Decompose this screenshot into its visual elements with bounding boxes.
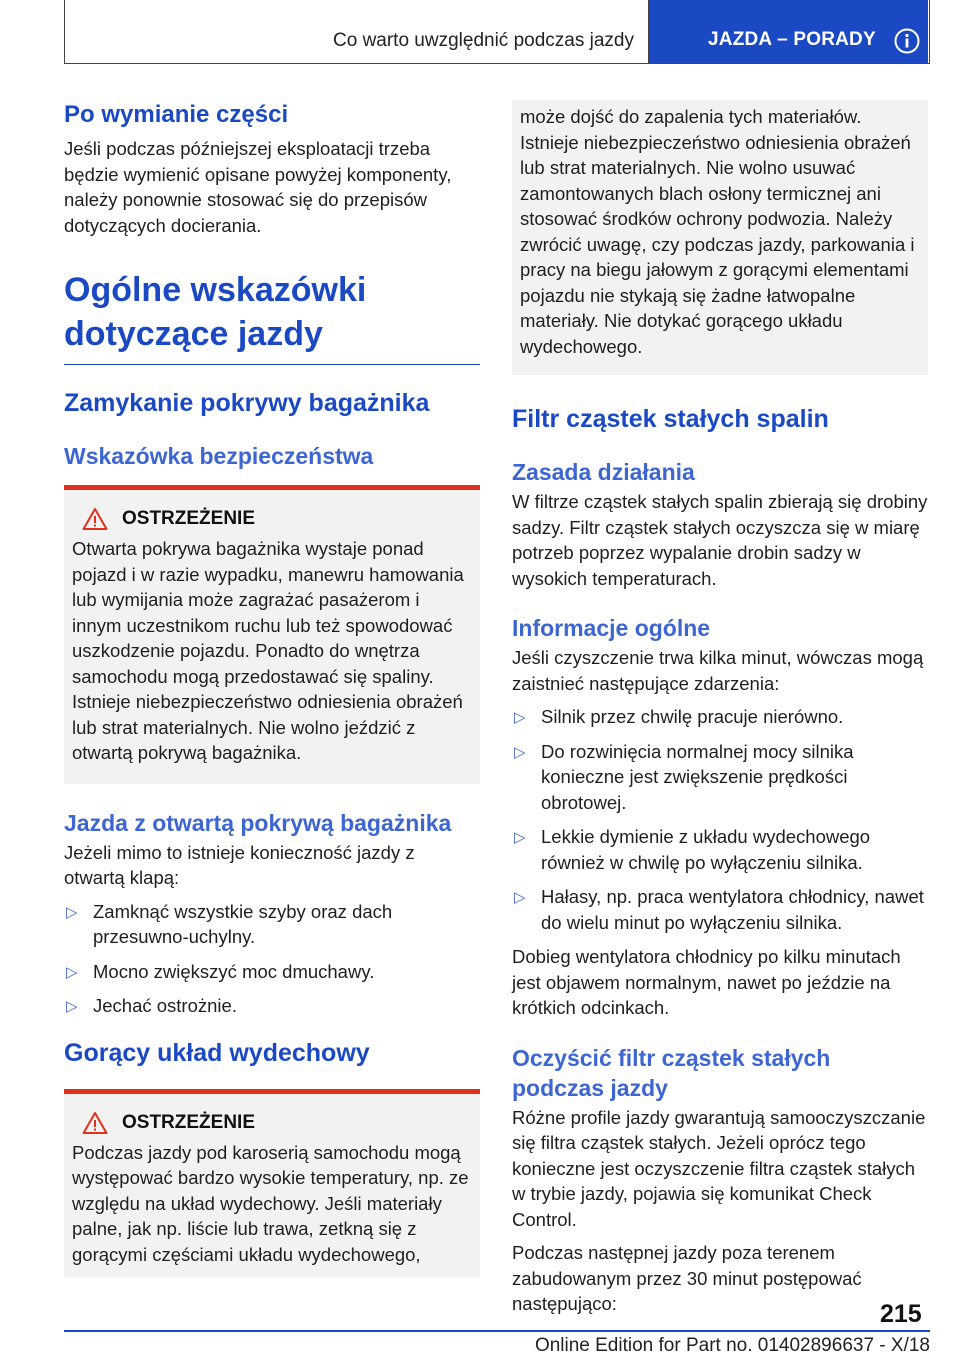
heading-trunk: Zamykanie pokrywy bagażnika xyxy=(64,389,430,417)
list-item: ▷ Hałasy, np. praca wentylatora chłodnicy, nawet do wielu minut po wyłączeniu silnika. xyxy=(514,886,924,933)
paragraph-open-trunk: Jeżeli mimo to istnieje konieczność jazdy z otwartą klapą: xyxy=(64,841,415,888)
paragraph-replace-parts: Jeśli podczas późniejszej eksploatacji trzeba będzie wymienić opisane powyżej komponenty, należy ponownie stosować się do przepisów dotyczących docierania. xyxy=(64,138,452,236)
page-number: 215 xyxy=(880,1300,922,1328)
paragraph-clean-1: Różne profile jazdy gwarantują samooczyszczanie się filtra cząstek stałych. Jeżeli oprócz tego konieczne jest oczyszczenie filtra cząstek stałych w trybie jazdy, pojawia się komunikat Check Control. xyxy=(512,1106,926,1230)
heading-filter: Filtr cząstek stałych spalin xyxy=(512,405,829,433)
bullet-arrow-icon: ▷ xyxy=(514,829,526,846)
warning-box-trunk xyxy=(64,485,480,784)
warning-triangle-icon xyxy=(82,1111,108,1135)
paragraph-clean-2: Podczas następnej jazdy poza terenem zabudowanym przez 30 minut postępować następująco: xyxy=(512,1242,862,1314)
footer-divider xyxy=(64,1330,930,1332)
warning-label: OSTRZEŻENIE xyxy=(122,508,256,529)
heading-clean: Oczyścić filtr cząstek stałych podczas jazdy xyxy=(512,1044,831,1101)
paragraph-principle: W filtrze cząstek stałych spalin zbierają się drobiny sadzy. Filtr cząstek stałych oczyszcza się w miarę potrzeb poprzez wypalanie drobin sadzy w wysokich temperaturach. xyxy=(512,491,928,589)
chapter-tab[interactable] xyxy=(650,0,928,63)
bullet-arrow-icon: ▷ xyxy=(66,963,78,981)
heading-open-trunk: Jazda z otwartą pokrywą bagażnika xyxy=(64,809,452,836)
warning-header xyxy=(74,1110,472,1136)
chapter-title: JAZDA – PORADY xyxy=(708,29,876,50)
bullet-arrow-icon: ▷ xyxy=(66,903,78,921)
warning-text-exhaust: Podczas jazdy pod karoserią samochodu mogą występować bardzo wysokie temperatury, np. ze względu na układ wydechowy. Jeśli materiały palne, jak np. liście lub trawa, zetkną się z gorącymi częściami układu wydechowego, xyxy=(72,1141,469,1265)
edition-footer: Online Edition for Part no. 01402896637 - X/18 xyxy=(534,1335,930,1356)
heading-exhaust: Gorący układ wydechowy xyxy=(64,1038,370,1067)
warning-box-exhaust xyxy=(64,1089,480,1278)
bullet-arrow-icon: ▷ xyxy=(514,889,526,906)
warning-label: OSTRZEŻENIE xyxy=(122,1111,256,1133)
left-column xyxy=(64,100,480,1277)
list-info xyxy=(512,704,928,935)
info-icon xyxy=(894,28,920,54)
bullet-arrow-icon: ▷ xyxy=(514,743,526,761)
heading-replace-parts: Po wymianie części xyxy=(64,101,289,128)
bullet-arrow-icon: ▷ xyxy=(66,998,78,1015)
right-column xyxy=(512,100,928,1317)
bullet-arrow-icon: ▷ xyxy=(514,709,526,726)
heading-info: Informacje ogólne xyxy=(512,615,711,641)
list-item: ▷ Zamknąć wszystkie szyby oraz dach przesuwno-uchylny. xyxy=(66,900,393,947)
list-item: ▷ Mocno zwiększyć moc dmuchawy. xyxy=(64,959,480,985)
warning-text-continued: może dojść do zapalenia tych materiałów. Istnieje niebezpieczeństwo odniesienia obrażeń lub strat materialnych. Nie wolno usuwać zamontowanych blach osłony termicznej ani stosować środków ochrony podwozia. Należy zwrócić uwagę, czy podczas jazdy, parkowania i pracy na biegu jałowym z gorącymi elementami pojazdu nie stykają się żadne łatwopalne materiały. Nie dotykać gorącego układu wydechowego. xyxy=(520,106,915,357)
list-item: ▷ Jechać ostrożnie. xyxy=(64,993,480,1019)
paragraph-info: Jeśli czyszczenie trwa kilka minut, wówczas mogą zaistnieć następujące zdarzenia: xyxy=(512,647,924,694)
heading-principle: Zasada działania xyxy=(512,459,695,485)
list-item: ▷ Silnik przez chwilę pracuje nierówno. xyxy=(512,704,928,730)
warning-header xyxy=(74,506,472,532)
list-item: ▷ Lekkie dymienie z układu wydechowego również w chwilę po wyłączeniu silnika. xyxy=(514,826,871,873)
warning-box-continued xyxy=(512,100,928,375)
warning-text-trunk: Otwarta pokrywa bagażnika wystaje ponad pojazd i w razie wypadku, manewru hamowania lub wymijania może zagrażać pasażerom i innym uczestnikom ruchu lub też spowodować uszkodzenie pojazdu. Ponadto do wnętrza samochodu mogą przedostawać się spaliny. Istnieje niebezpieczeństwo odniesienia obrażeń lub strat materialnych. Nie wolno jeździć z otwartą pokrywą bagażnika. xyxy=(72,538,464,763)
list-item: ▷ Do rozwinięcia normalnej mocy silnika konieczne jest zwiększenie prędkości obrotowej. xyxy=(514,740,854,813)
section-title: Co warto uwzględnić podczas jazdy xyxy=(333,30,634,51)
heading-general: Ogólne wskazówki dotyczące jazdy xyxy=(64,268,480,365)
heading-safety: Wskazówka bezpieczeństwa xyxy=(64,443,374,469)
paragraph-info-2: Dobieg wentylatora chłodnicy po kilku minutach jest objawem normalnym, nawet po jeździe na krótkich odcinkach. xyxy=(512,946,901,1018)
list-open-trunk xyxy=(64,899,480,1019)
warning-triangle-icon xyxy=(82,507,108,531)
